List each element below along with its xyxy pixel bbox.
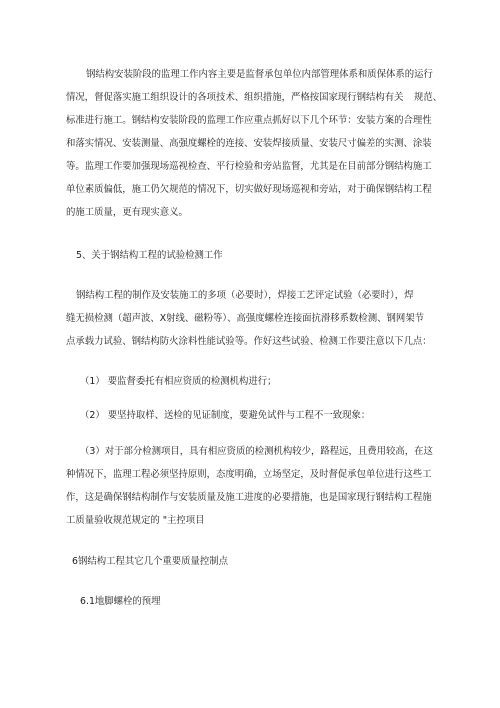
text-line: 等。监理工作要加强现场巡视检查、平行检验和旁站监督，尤其是在目前部分钢结构施工 — [66, 161, 432, 172]
text-line: 种情况下，监理工程必须坚持原则，态度明确，立场坚定，及时督促承包单位进行这些工 — [66, 469, 432, 480]
text-line: 情况，督促落实施工组织设计的各项技术、组织措施，严格按国家现行钢结构有关 — [66, 92, 404, 103]
text-line: 钢结构工程的制作及安装施工的多项（必要时），焊接工艺评定试验（必要时），焊 — [76, 290, 414, 301]
text-line: 标准进行施工。钢结构安装阶段的监理工作应重点抓好以下几个环节：安装方案的合理性 — [66, 115, 432, 126]
text-line-fragment: 规范、 — [414, 92, 443, 103]
text-line: 和落实情况、安装测量、高强度螺栓的连接、安装焊接质量、安装尺寸偏差的实测、涂装 — [66, 138, 432, 149]
list-item-1: （1） 要监督委托有相应资质的检测机构进行； — [80, 376, 277, 387]
text-line: 点承载力试验、钢结构防火涂料性能试验等。作好这些试验、检测工作要注意以下几点： — [66, 336, 432, 347]
subsection-heading: 6.1地脚螺栓的预埋 — [80, 596, 161, 607]
text-line: 缝无损检测（超声波、X射线、磁粉等）、高强度螺栓连接面抗滑移系数检测、钢网架节 — [66, 313, 424, 324]
list-item-2: （2） 要坚持取样、送检的见证制度，要避免试件与工程不一致现象： — [80, 410, 371, 421]
text-line: 的施工质量，更有现实意义。 — [66, 207, 188, 218]
text-line: （3）对于部分检测项目，具有相应资质的检测机构较少，路程远，且费用较高，在这 — [80, 446, 433, 457]
text-line: 钢结构安装阶段的监理工作内容主要是监督承包单位内部管理体系和质保体系的运行 — [86, 69, 433, 80]
text-line: 作，这是确保钢结构制作与安装质量及施工进度的必要措施，也是国家现行钢结构工程施 — [66, 492, 432, 503]
text-line: 工质量验收规范规定的 "主控项目 — [66, 515, 205, 526]
section-heading: 5、关于钢结构工程的试验检测工作 — [76, 250, 223, 261]
text-line: 单位素质偏低，施工仍欠规范的情况下，切实做好现场巡视和旁站，对于确保钢结构工程 — [66, 184, 432, 195]
section-heading: 6钢结构工程其它几个重要质量控制点 — [72, 556, 228, 567]
